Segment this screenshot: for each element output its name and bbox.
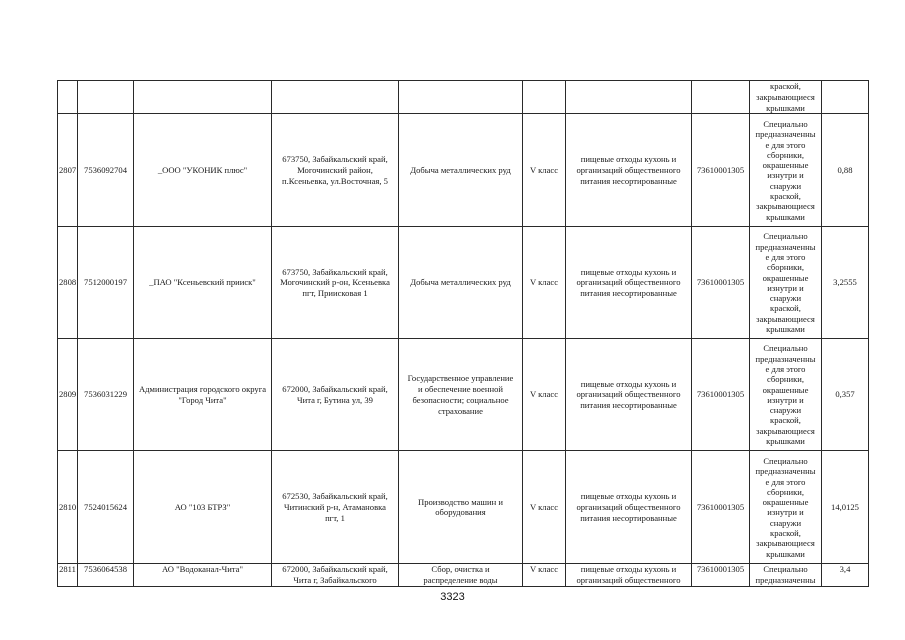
text-line: 672000, Забайкальский край, (282, 564, 388, 575)
text-line: предназначенны (755, 129, 816, 140)
cell-hazard-class: V класс (523, 451, 566, 564)
cell-inn: 7536031229 (78, 339, 134, 451)
text-line: распределение воды (423, 575, 498, 586)
text-line: сборники, (766, 262, 804, 273)
cell-quantity: 0,357 (822, 339, 869, 451)
cell-inn: 7536092704 (78, 114, 134, 227)
text-line: е для этого (765, 364, 806, 374)
cell-fkko-code: 73610001305 (692, 564, 750, 587)
text-line: краской, (770, 81, 801, 91)
text-line: е для этого (765, 252, 806, 262)
cell-hazard-class: V класс (523, 339, 566, 451)
cell-quantity (822, 81, 869, 114)
text-line: Производство машин и (418, 496, 503, 507)
text-line: снаружи (769, 405, 802, 416)
text-line: е для этого (765, 139, 806, 150)
cell-address (272, 114, 399, 227)
cell-waste-name (566, 81, 692, 114)
text-line: 673750, Забайкальский край, (282, 266, 388, 277)
cell-address (272, 564, 399, 587)
text-line: Специально (763, 343, 808, 354)
cell-address (272, 227, 399, 339)
text-line: Специально (763, 564, 808, 575)
cell-name: Администрация городского округа "Город Чита" (134, 339, 272, 451)
cell-address (272, 81, 399, 114)
text-line: пищевые отходы кухонь и (580, 154, 677, 165)
text-line: организаций общественного (576, 575, 681, 586)
cell-name: _ООО "УКОНИК плюс" (134, 114, 272, 227)
text-line: Специально (763, 455, 808, 466)
cell-address (272, 339, 399, 451)
text-line: изнутри и (767, 507, 804, 518)
cell-quantity: 3,4 (822, 564, 869, 587)
cell-waste-name (566, 451, 692, 564)
text-line: 672530, Забайкальский край, (282, 491, 388, 502)
text-line: предназначенны (755, 353, 816, 364)
cell-fkko-code: 73610001305 (692, 339, 750, 451)
text-line: Чита г, Бутина ул, 39 (297, 394, 373, 405)
cell-container (750, 564, 822, 587)
text-line: крышками (766, 102, 805, 113)
text-line: закрывающиеся (756, 538, 815, 549)
text-line: крышками (766, 548, 805, 559)
text-line: пгт, Приисковая 1 (302, 288, 368, 299)
text-line: снаружи (769, 293, 802, 304)
text-line: краской, (770, 415, 801, 426)
text-line: пищевые отходы кухонь и (580, 266, 677, 277)
cell-container (750, 451, 822, 564)
text-line: краской, (770, 190, 801, 201)
text-line: сборники, (766, 149, 804, 160)
text-line: крышками (766, 211, 805, 222)
text-line: питания несортированные (580, 400, 677, 411)
cell-activity (399, 451, 523, 564)
table-row (58, 227, 869, 339)
table-row-continuation (58, 81, 869, 114)
text-line: е для этого (765, 476, 806, 487)
cell-waste-name (566, 564, 692, 587)
text-line: Специально (763, 231, 808, 242)
cell-no: 2810 (58, 451, 78, 564)
cell-inn: 7512000197 (78, 227, 134, 339)
cell-container (750, 81, 822, 114)
text-line: Чита г, Забайкальского (293, 575, 377, 586)
cell-activity (399, 564, 523, 587)
cell-inn (78, 81, 134, 114)
text-line: организаций общественного (576, 277, 681, 288)
text-line: закрывающиеся (756, 313, 815, 324)
cell-quantity: 0,88 (822, 114, 869, 227)
table-row (58, 451, 869, 564)
text-line: питания несортированные (580, 512, 677, 523)
page-number: 3323 (440, 591, 465, 603)
text-line: изнутри и (767, 170, 804, 181)
text-line: пищевые отходы кухонь и (580, 491, 677, 502)
text-line: предназначенны (755, 466, 816, 477)
text-line: предназначенны (755, 241, 816, 252)
table-row (58, 114, 869, 227)
text-line: закрывающиеся (756, 425, 815, 436)
text-line: и обеспечение военной (418, 384, 503, 395)
text-line: Добыча металлических руд (410, 164, 511, 175)
text-line: организаций общественного (576, 501, 681, 512)
cell-hazard-class: V класс (523, 564, 566, 587)
text-line: организаций общественного (576, 389, 681, 400)
cell-fkko-code: 73610001305 (692, 227, 750, 339)
text-line: снаружи (769, 517, 802, 528)
text-line: закрывающиеся (756, 91, 815, 102)
text-line: изнутри и (767, 394, 804, 405)
text-line: Специально (763, 118, 808, 129)
cell-waste-name (566, 339, 692, 451)
cell-container (750, 227, 822, 339)
text-line: окрашенные (762, 272, 809, 283)
text-line: предназначенны (755, 575, 816, 586)
text-line: Могочинский р-он, Ксеньевка (280, 277, 390, 288)
cell-container (750, 114, 822, 227)
table-row-cut (58, 564, 869, 587)
waste-register-table (57, 80, 869, 587)
cell-no: 2808 (58, 227, 78, 339)
cell-hazard-class: V класс (523, 227, 566, 339)
text-line: пгт, 1 (325, 512, 345, 523)
cell-activity (399, 339, 523, 451)
text-line: Государственное управление (407, 373, 514, 384)
text-line: крышками (766, 324, 805, 335)
cell-waste-name (566, 114, 692, 227)
cell-no: 2809 (58, 339, 78, 451)
text-line: страхование (438, 405, 483, 416)
text-line: пищевые отходы кухонь и (580, 378, 677, 389)
text-line: 673750, Забайкальский край, (282, 154, 388, 165)
text-line: окрашенные (762, 160, 809, 171)
cell-activity (399, 227, 523, 339)
text-line: окрашенные (762, 384, 809, 395)
text-line: оборудования (435, 507, 486, 518)
text-line: крышками (766, 436, 805, 447)
cell-name (134, 81, 272, 114)
cell-fkko-code (692, 81, 750, 114)
cell-address (272, 451, 399, 564)
cell-inn: 7524015624 (78, 451, 134, 564)
cell-fkko-code: 73610001305 (692, 451, 750, 564)
text-line: сборники, (766, 486, 804, 497)
cell-container (750, 339, 822, 451)
text-line: снаружи (769, 180, 802, 191)
cell-quantity: 3,2555 (822, 227, 869, 339)
text-line: окрашенные (762, 497, 809, 508)
cell-name: АО "103 БТРЗ" (134, 451, 272, 564)
cell-activity (399, 81, 523, 114)
text-line: закрывающиеся (756, 201, 815, 212)
text-line: организаций общественного (576, 164, 681, 175)
text-line: сборники, (766, 374, 804, 385)
cell-no (58, 81, 78, 114)
cell-activity (399, 114, 523, 227)
cell-no: 2807 (58, 114, 78, 227)
cell-no: 2811 (58, 564, 78, 587)
text-line: 672000, Забайкальский край, (282, 384, 388, 395)
cell-hazard-class (523, 81, 566, 114)
text-line: Читинский р-н, Атамановка (284, 501, 386, 512)
text-line: Могочинский район, (297, 164, 373, 175)
cell-name: АО "Водоканал-Чита" (134, 564, 272, 587)
cell-waste-name (566, 227, 692, 339)
cell-quantity: 14,0125 (822, 451, 869, 564)
cell-inn: 7536064538 (78, 564, 134, 587)
text-line: Добыча металлических руд (410, 277, 511, 288)
text-line: краской, (770, 527, 801, 538)
text-line: пищевые отходы кухонь и (580, 564, 677, 575)
cell-hazard-class: V класс (523, 114, 566, 227)
cell-name: _ПАО "Ксеньевский прииск" (134, 227, 272, 339)
text-line: п.Ксеньевка, ул.Восточная, 5 (282, 175, 388, 186)
text-line: питания несортированные (580, 288, 677, 299)
text-line: Сбор, очистка и (431, 564, 490, 575)
text-line: безопасности; социальное (412, 394, 509, 405)
text-line: краской, (770, 303, 801, 314)
text-line: изнутри и (767, 282, 804, 293)
text-line: питания несортированные (580, 175, 677, 186)
table-row (58, 339, 869, 451)
cell-fkko-code: 73610001305 (692, 114, 750, 227)
